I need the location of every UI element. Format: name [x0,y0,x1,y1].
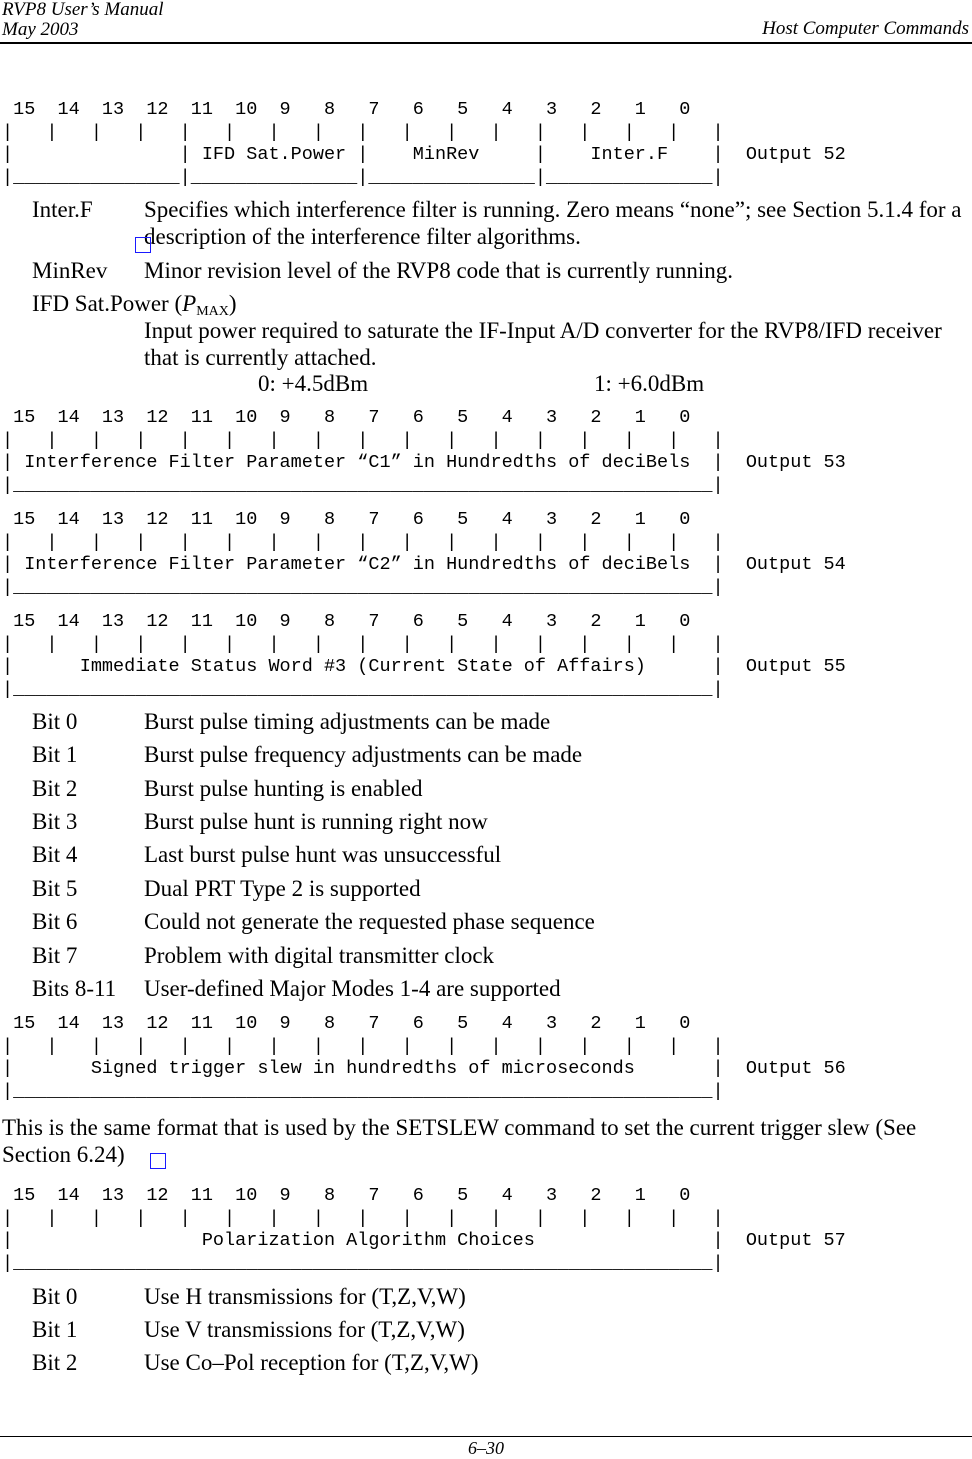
register-output-52: 15 14 13 12 11 10 9 8 7 6 5 4 3 2 1 0 | | | | | | | | | | | | | | | | | | | IFD Sat.Power | MinRev | Inter.F | Output 52 |_______________|_______________|_______________|_______________| [2,99,846,188]
definition-desc: Specifies which interference filter is running. Zero means “none”; see Section 5.1.4 for a description of the interference filter algorithms. [144,197,962,249]
page-number: 6–30 [468,1438,504,1458]
ifd-option-0: 0: +4.5dBm [258,371,369,396]
manual-title: RVP8 User’s Manual [2,0,164,20]
footer-rule [0,1436,972,1437]
manual-date: May 2003 [2,19,79,40]
register-output-56: 15 14 13 12 11 10 9 8 7 6 5 4 3 2 1 0 | | | | | | | | | | | | | | | | | | Signed trigger slew in hundredths of microseconds | Output 56 |_______________________________________________________________| [2,1013,846,1102]
definition-term: MinRev [32,258,108,283]
definition-desc: Input power required to saturate the IF-Input A/D converter for the RVP8/IFD receiver that is currently attached. [144,318,942,370]
link-marker[interactable] [135,237,151,253]
ifd-option-1: 1: +6.0dBm [594,371,705,396]
register-output-54: 15 14 13 12 11 10 9 8 7 6 5 4 3 2 1 0 | | | | | | | | | | | | | | | | | | Interference Filter Parameter “C2” in Hundredths of deciBels | Output 54 |_______________________________________________________________| [2,509,846,598]
register-output-55: 15 14 13 12 11 10 9 8 7 6 5 4 3 2 1 0 | | | | | | | | | | | | | | | | | | Immediate Status Word #3 (Current State of Affairs) | Output 55 |_______________________________________________________________| [2,611,846,700]
definition-term: Inter.F [32,197,93,222]
section-title: Host Computer Commands [762,18,969,39]
register-output-57: 15 14 13 12 11 10 9 8 7 6 5 4 3 2 1 0 | | | | | | | | | | | | | | | | | | Polarization Algorithm Choices | Output 57 |_______________________________________________________________| [2,1185,846,1274]
slew-note: This is the same format that is used by the SETSLEW command to set the current trigger slew (See Section 6.24) [2,1115,917,1167]
register-output-53: 15 14 13 12 11 10 9 8 7 6 5 4 3 2 1 0 | | | | | | | | | | | | | | | | | | Interference Filter Parameter “C1” in Hundredths of deciBels | Output 53 |_______________________________________________________________| [2,407,846,496]
definition-desc: Minor revision level of the RVP8 code that is currently running. [144,258,734,283]
header-rule [0,42,972,44]
page-header-left [2,0,164,40]
definition-term: IFD Sat.Power $(P_{MAX})$ [32,291,237,319]
link-marker[interactable] [150,1153,166,1169]
